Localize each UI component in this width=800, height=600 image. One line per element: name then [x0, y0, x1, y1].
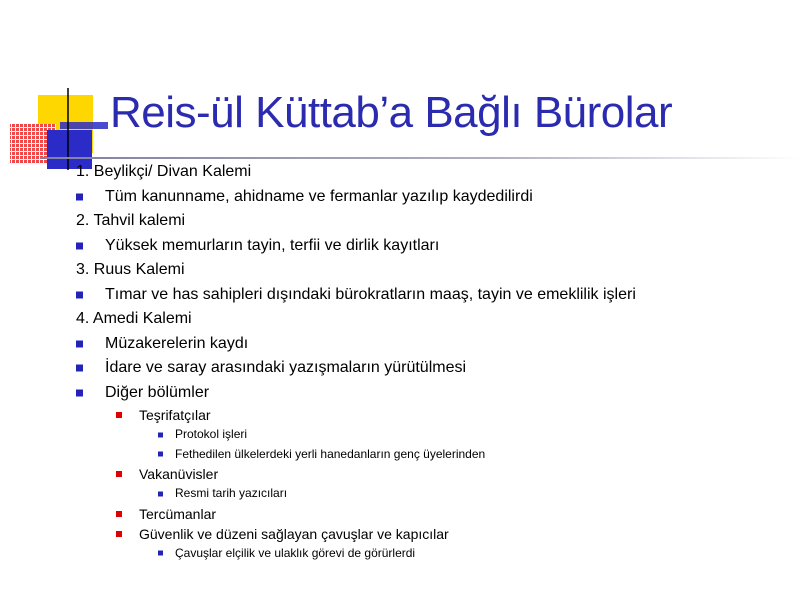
red-square-bullet-icon — [116, 471, 122, 477]
square-bullet-icon — [76, 291, 83, 298]
decorative-corner-graphic — [0, 0, 800, 170]
square-bullet-icon — [76, 365, 83, 372]
list-item — [76, 356, 786, 381]
horizontal-rule — [40, 157, 800, 159]
list-item — [76, 524, 786, 544]
list-item — [76, 405, 786, 425]
list-item — [76, 445, 786, 465]
list-item — [76, 307, 786, 332]
list-item — [76, 504, 786, 524]
list-item — [76, 484, 786, 504]
list-item-text: Teşrifatçılar — [139, 407, 211, 423]
list-item-text: Vakanüvisler — [139, 466, 219, 482]
list-item-text: Müzakerelerin kaydı — [105, 334, 249, 352]
small-square-bullet-icon — [158, 452, 163, 457]
list-item-text: Çavuşlar elçilik ve ulaklık görevi de görürlerdi — [175, 545, 416, 560]
list-item-text: Resmi tarih yazıcıları — [175, 486, 288, 500]
list-item-text: Tımar ve has sahipleri dışındaki bürokratların maaş, tayin ve emeklilik işleri — [105, 285, 636, 303]
list-item-text: 1. Beylikçi/ Divan Kalemi — [76, 163, 252, 180]
list-item-text: 4. Amedi Kalemi — [76, 310, 192, 327]
list-item-text: 3. Ruus Kalemi — [76, 261, 185, 278]
list-item — [76, 234, 786, 259]
red-square-bullet-icon — [116, 412, 122, 418]
list-item — [76, 544, 786, 564]
blue-stripe — [60, 122, 108, 129]
list-item — [76, 258, 786, 283]
small-square-bullet-icon — [158, 491, 163, 496]
red-square-bullet-icon — [116, 531, 122, 537]
list-item — [76, 425, 786, 445]
list-item-text: 2. Tahvil kalemi — [76, 212, 186, 229]
list-item-text: Fethedilen ülkelerdeki yerli hanedanların genç üyelerinden — [175, 446, 486, 461]
list-item-text: Tüm kanunname, ahidname ve fermanlar yazılıp kaydedilirdi — [105, 187, 533, 205]
list-item-text: İdare ve saray arasındaki yazışmaların yürütülmesi — [105, 359, 467, 376]
small-square-bullet-icon — [158, 432, 163, 437]
list-item-text: Diğer bölümler — [105, 383, 210, 401]
small-square-bullet-icon — [158, 551, 163, 556]
list-item — [76, 332, 786, 357]
slide-content — [76, 160, 786, 563]
list-item-text: Protokol işleri — [175, 427, 248, 441]
square-bullet-icon — [76, 340, 83, 347]
square-bullet-icon — [76, 389, 83, 396]
list-item-text: Güvenlik ve düzeni sağlayan çavuşlar ve kapıcılar — [139, 525, 449, 542]
list-item — [76, 185, 786, 210]
list-item — [76, 160, 786, 185]
red-square-bullet-icon — [116, 511, 122, 517]
list-item — [76, 209, 786, 234]
square-bullet-icon — [76, 242, 83, 249]
list-item-text: Yüksek memurların tayin, terfii ve dirlik kayıtları — [105, 236, 440, 254]
list-item — [76, 464, 786, 484]
slide-title: Reis-ül Küttab’a Bağlı Bürolar — [110, 88, 673, 137]
list-item — [76, 381, 786, 406]
square-bullet-icon — [76, 193, 83, 200]
list-item-text: Tercümanlar — [139, 505, 217, 522]
list-item — [76, 283, 786, 308]
